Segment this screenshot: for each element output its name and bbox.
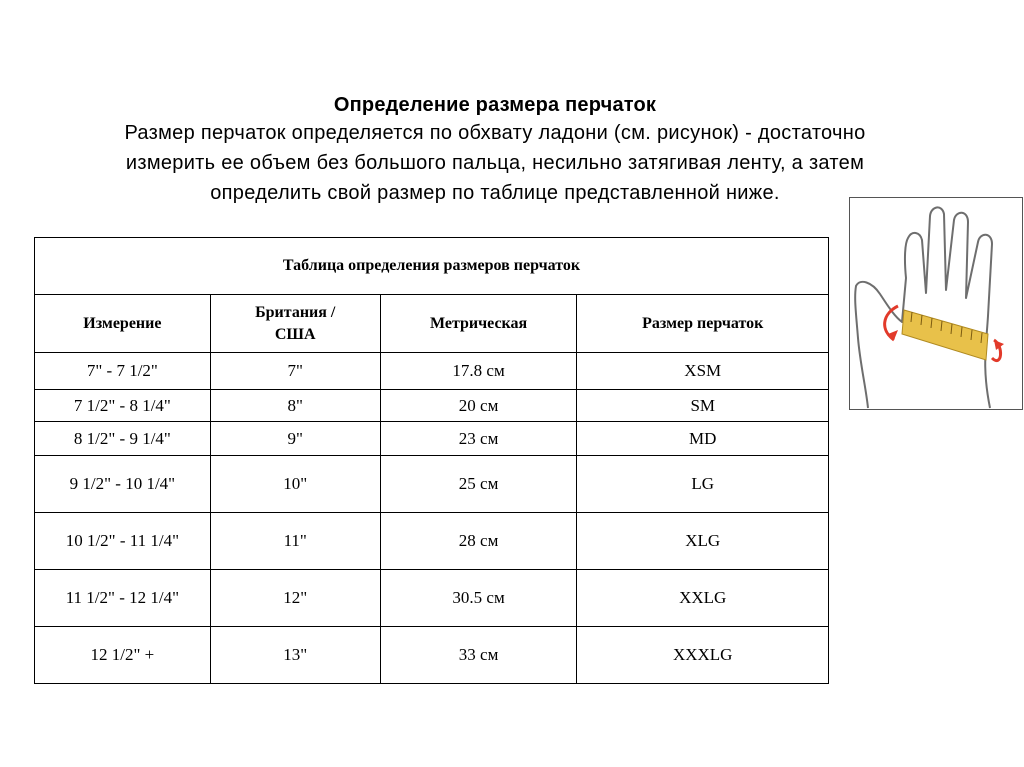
glove-size-table [34,237,829,684]
cell-measurement: 9 1/2" - 10 1/4" [35,456,211,513]
cell-uk-us: 10" [210,456,380,513]
cell-metric: 30.5 см [380,570,577,627]
cell-glove-size: XSM [577,353,829,390]
cell-uk-us: 11" [210,513,380,570]
cell-measurement: 11 1/2" - 12 1/4" [35,570,211,627]
cell-uk-us: 8" [210,390,380,422]
cell-glove-size: XLG [577,513,829,570]
table-row [35,570,829,627]
cell-uk-us: 9" [210,422,380,456]
table-row [35,513,829,570]
cell-glove-size: LG [577,456,829,513]
header-glove-size: Размер перчаток [577,295,829,353]
page-title: Определение размера перчаток [333,94,657,116]
hand-illustration [849,197,1023,410]
cell-glove-size: SM [577,390,829,422]
header-metric: Метрическая [380,295,577,353]
cell-uk-us: 12" [210,570,380,627]
description-line-2: измерить ее объем без большого пальца, несильно затягивая ленту, а затем [125,152,865,174]
table-row [35,456,829,513]
cell-metric: 20 см [380,390,577,422]
cell-measurement: 8 1/2" - 9 1/4" [35,422,211,456]
cell-metric: 28 см [380,513,577,570]
cell-measurement: 10 1/2" - 11 1/4" [35,513,211,570]
cell-metric: 17.8 см [380,353,577,390]
table-row [35,353,829,390]
cell-glove-size: MD [577,422,829,456]
cell-measurement: 7 1/2" - 8 1/4" [35,390,211,422]
cell-metric: 33 см [380,627,577,684]
cell-measurement: 12 1/2" + [35,627,211,684]
page-heading [0,92,990,208]
header-uk-us: Британия / США [210,295,380,353]
description-line-3: определить свой размер по таблице представленной ниже. [210,182,780,204]
table-caption: Таблица определения размеров перчаток [35,238,829,295]
description-line-1: Размер перчаток определяется по обхвату ладони (см. рисунок) - достаточно [124,122,866,144]
header-measurement: Измерение [35,295,211,353]
cell-metric: 23 см [380,422,577,456]
cell-glove-size: XXXLG [577,627,829,684]
table-row [35,390,829,422]
hand-measuring-tape-icon [850,198,1022,409]
cell-metric: 25 см [380,456,577,513]
table-header-row [35,295,829,353]
cell-measurement: 7" - 7 1/2" [35,353,211,390]
cell-uk-us: 7" [210,353,380,390]
table-row [35,627,829,684]
cell-glove-size: XXLG [577,570,829,627]
cell-uk-us: 13" [210,627,380,684]
table-row [35,422,829,456]
